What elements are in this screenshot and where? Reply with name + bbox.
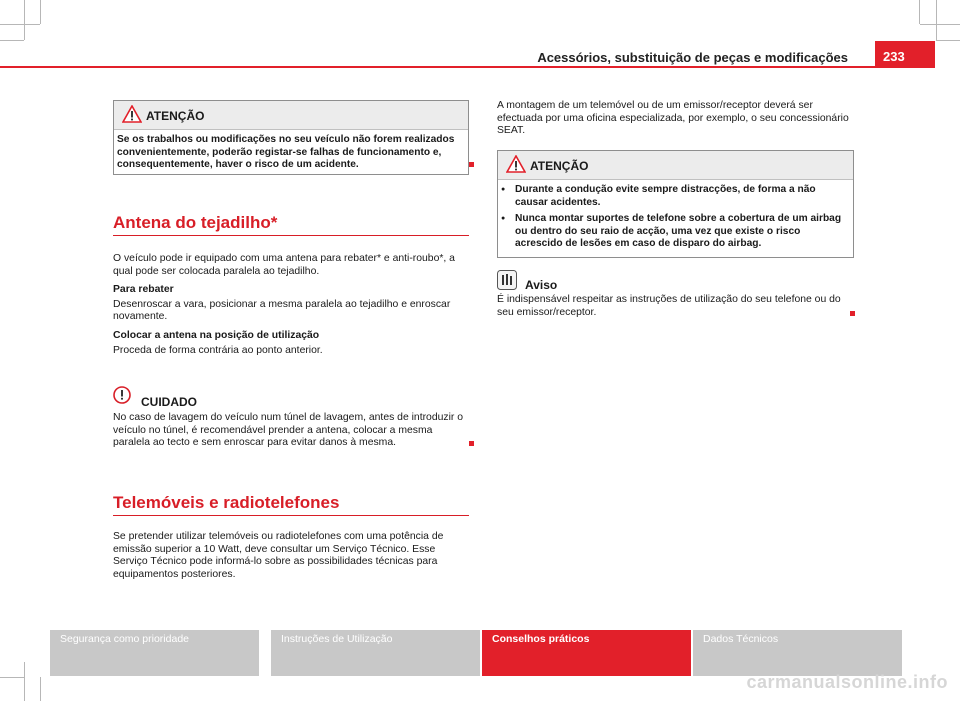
subheading-use-position: Colocar a antena na posição de utilização [113,329,320,341]
header-rule [0,66,935,68]
section-end-mark [469,162,474,167]
crop-mark [24,662,25,701]
crop-mark [920,24,960,25]
note-text: É indispensável respeitar as instruções de utilização do seu telefone ou do seu emissor/receptor. [497,294,841,318]
page-number: 233 [875,41,935,67]
warning-triangle-icon [506,155,526,173]
fold-text: Desenroscar a vara, posicionar a mesma paralela ao tejadilho e enroscar novamente. [113,298,451,323]
footer-tab-practical-tips[interactable]: Conselhos práticos [482,630,691,676]
warning-header [498,151,853,180]
warning-bullet: ● Nunca montar suportes de telefone sobre a cobertura de um airbag ou dentro do seu raio de acção, uma vez que existe o risco acrescido de lesões em caso de disparo do airbag. [501,213,850,251]
use-position-text: Proceda de forma contrária ao ponto anterior. [113,344,323,356]
antenna-body [113,253,469,363]
crop-mark [40,0,41,24]
section-end-mark [850,311,855,316]
crop-mark [936,0,937,40]
heading-rule [113,515,469,516]
crop-mark [40,677,41,701]
section-heading-phones: Telemóveis e radiotelefones [113,493,340,512]
watermark: carmanualsonline.info [746,672,948,692]
footer-tab-instructions[interactable]: Instruções de Utilização [271,630,480,676]
crop-mark [936,40,960,41]
crop-mark [24,0,25,40]
section-heading-antenna: Antena do tejadilho* [113,213,278,232]
footer-tab-technical-data[interactable]: Dados Técnicos [693,630,902,676]
installation-intro: A montagem de um telemóvel ou de um emissor/receptor deverá ser efectuada por uma oficina especializada, por exemplo, o seu concessionário SEAT. [497,100,849,137]
heading-rule [113,235,469,236]
caution-icon [113,386,131,404]
crop-mark [0,677,24,678]
caution-title: CUIDADO [141,395,197,409]
note-title: Aviso [525,278,558,292]
crop-mark [919,0,920,24]
info-note-icon [497,270,517,290]
warning-triangle-icon [122,105,142,123]
caution-text: No caso de lavagem do veículo num túnel de lavagem, antes de introduzir o veículo no túnel, é recomendável prender a antena, colocar a mesma paralela ao tecto e sem enroscar para evitar danos à mesma. [113,412,464,449]
footer-tab-safety[interactable]: Segurança como prioridade [50,630,259,676]
warning-text: Se os trabalhos ou modificações no seu veículo não forem realizados convenientemente, poderão registar-se falhas de funcionamento e, consequentemente, haver o risco de um acidente. [117,134,455,171]
warning-header [114,101,468,130]
section-end-mark [469,441,474,446]
crop-mark [0,24,40,25]
antenna-intro: O veículo pode ir equipado com uma antena para rebater* e anti-roubo*, a qual pode ser colocada paralela ao tejadilho. [113,253,455,277]
warning-title: ATENÇÃO [530,159,589,173]
warning-box [497,150,854,258]
warning-bullets [498,180,853,259]
crop-mark [0,40,24,41]
phones-text: Se pretender utilizar telemóveis ou radiotelefones com uma potência de emissão superior a 10 Watt, deve consultar um Serviço Técnico. Esse Serviço Técnico pode informá-lo sobre as possibilidades técnicas para equipamentos posteriores. [113,531,444,580]
subheading-fold: Para rebater [113,284,174,296]
warning-bullet: ● Durante a condução evite sempre distracções, de forma a não causar acidentes. [501,184,850,209]
running-header: Acessórios, substituição de peças e modificações [537,50,848,65]
warning-title: ATENÇÃO [146,109,205,123]
warning-box [113,100,469,175]
